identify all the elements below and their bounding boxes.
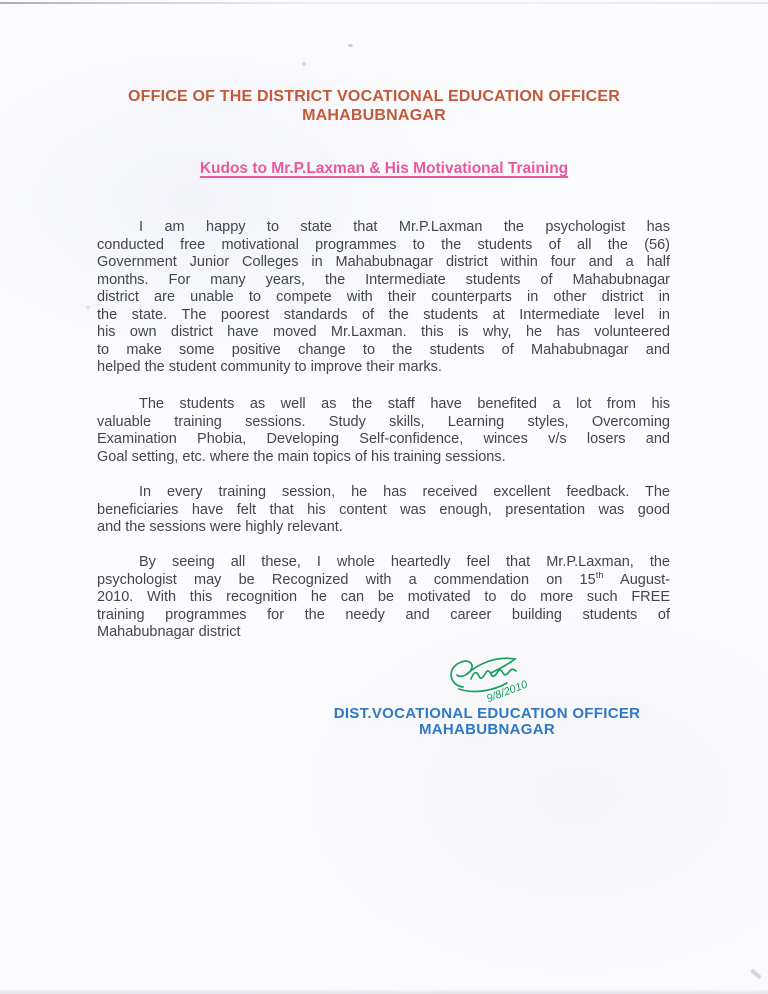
paragraph-line: Goal setting, etc. where the main topics of his training sessions.: [97, 448, 506, 465]
paragraph-line: 2010. With this recognition he can be motivated to do more such FREE: [97, 589, 670, 605]
paragraph-line: the state. The poorest standards of the students at Intermediate level in: [97, 306, 670, 323]
office-header: [0, 88, 748, 125]
paragraph-line: months. For many years, the Intermediate students of Mahabubnagar: [97, 271, 670, 288]
paragraph-line: helped the student community to improve their marks.: [97, 359, 442, 375]
paragraph-line: By seeing all these, I whole heartedly feel that Mr.P.Laxman, the: [139, 554, 670, 570]
paragraph-line: valuable training sessions. Study skills, Learning styles, Overcoming: [97, 413, 670, 430]
scan-speck: [750, 969, 762, 980]
signature-date: 9/8/2010: [484, 678, 530, 706]
paragraph-line: psychologist may be Recognized with a commendation on 15th August-: [97, 571, 670, 588]
paragraph: [97, 554, 670, 642]
paragraph-line: conducted free motivational programmes to the students of all the (56): [97, 236, 670, 253]
scan-speck: [348, 44, 353, 47]
paragraph-line: Examination Phobia, Developing Self-confidence, winces v/s losers and: [97, 431, 670, 447]
paragraph-line: Government Junior Colleges in Mahabubnagar district within four and a half: [97, 254, 670, 270]
paragraph-line: and the sessions were highly relevant.: [97, 519, 343, 535]
paragraph-line: training programmes for the needy and career building students of: [97, 606, 670, 623]
subject-line: [0, 160, 768, 178]
scan-artifact-bottom-edge: [0, 989, 768, 994]
office-header-line1: OFFICE OF THE DISTRICT VOCATIONAL EDUCATION OFFICER: [128, 88, 620, 105]
paragraph: [97, 484, 670, 537]
paragraph: [97, 219, 670, 377]
officer-designation-line1: DIST.VOCATIONAL EDUCATION OFFICER: [333, 705, 641, 722]
scan-artifact-top-edge: [0, 2, 768, 4]
paragraph-line: Mahabubnagar district: [97, 624, 241, 640]
officer-designation: [312, 706, 662, 738]
scan-speck: [302, 62, 306, 66]
paragraph-line: his own district have moved Mr.Laxman. this is why, he has volunteered: [97, 324, 670, 340]
office-header-line2: MAHABUBNAGAR: [302, 106, 446, 124]
paragraph-line: The students as well as the staff have benefited a lot from his: [139, 396, 670, 412]
scan-speck: [86, 306, 90, 309]
paragraph-line: I am happy to state that Mr.P.Laxman the psychologist has: [139, 219, 670, 235]
paragraph-line: beneficiaries have felt that his content was enough, presentation was good: [97, 501, 670, 518]
paragraph-line: In every training session, he has received excellent feedback. The: [139, 484, 670, 500]
subject-text: Kudos to Mr.P.Laxman & His Motivational Training: [199, 160, 569, 177]
paragraph: [97, 396, 670, 466]
paragraph-line: district are unable to compete with their counterparts in other district in: [97, 289, 670, 305]
officer-designation-line2: MAHABUBNAGAR: [418, 721, 556, 738]
paragraph-line: to make some positive change to the students of Mahabubnagar and: [97, 341, 670, 358]
